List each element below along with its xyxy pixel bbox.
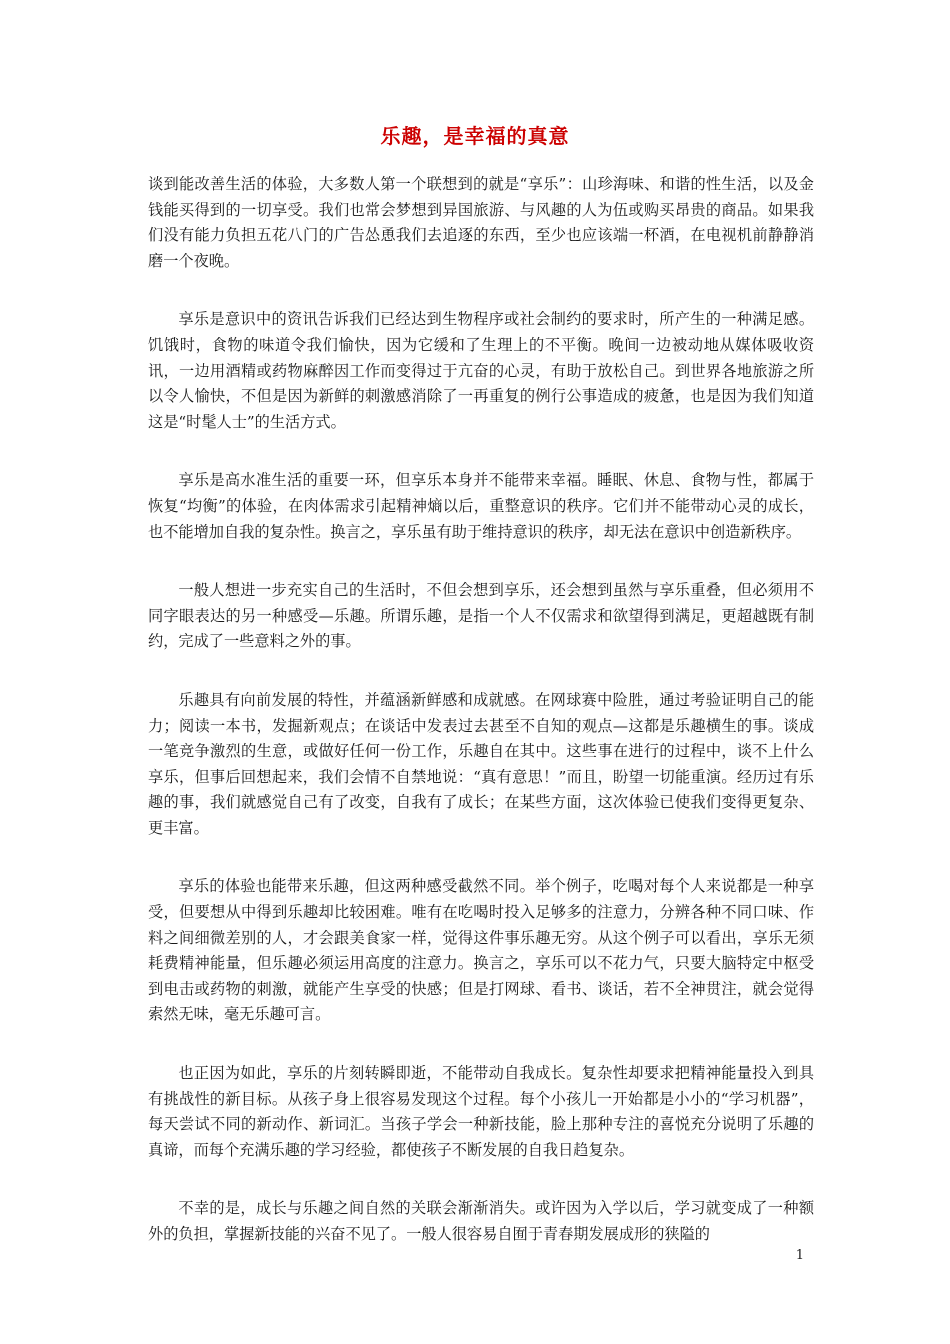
paragraph-2: 享乐是意识中的资讯告诉我们已经达到生物程序或社会制约的要求时，所产生的一种满足感。饥饿时，食物的味道令我们愉快，因为它缓和了生理上的不平衡。晚间一边被动地从媒体吸收资讯，一边用酒精或药物麻醉因工作而变得过于亢奋的心灵，有助于放松自己。到世界各地旅游之所以令人愉快，不但是因为新鲜的刺激感消除了一再重复的例行公事造成的疲惫，也是因为我们知道这是“时髦人士”的生活方式。 bbox=[148, 310, 814, 431]
page-number: 1 bbox=[795, 1248, 804, 1263]
paragraph-4: 一般人想进一步充实自己的生活时，不但会想到享乐，还会想到虽然与享乐重叠，但必须用不同字眼表达的另一种感受—乐趣。所谓乐趣，是指一个人不仅需求和欲望得到满足，更超越既有制约，完成了一些意料之外的事。 bbox=[148, 581, 814, 651]
paragraph-5: 乐趣具有向前发展的特性，并蕴涵新鲜感和成就感。在网球赛中险胜，通过考验证明自己的能力；阅读一本书，发掘新观点；在谈话中发表过去甚至不自知的观点—这都是乐趣横生的事。谈成一笔竞争激烈的生意，或做好任何一份工作，乐趣自在其中。这些事在进行的过程中，谈不上什么享乐，但事后回想起来，我们会情不自禁地说：“真有意思！”而且，盼望一切能重演。经历过有乐趣的事，我们就感觉自己有了改变，自我有了成长；在某些方面，这次体验已使我们变得更复杂、更丰富。 bbox=[148, 690, 814, 837]
document-title: 乐趣，是幸福的真意 bbox=[380, 124, 570, 148]
paragraph-8: 不幸的是，成长与乐趣之间自然的关联会渐渐消失。或许因为入学以后，学习就变成了一种额外的负担，掌握新技能的兴奋不见了。一般人很容易自囿于青春期发展成形的狭隘的 bbox=[148, 1199, 814, 1243]
paragraph-3: 享乐是高水准生活的重要一环，但享乐本身并不能带来幸福。睡眠、休息、食物与性，都属于恢复“均衡”的体验，在肉体需求引起精神熵以后，重整意识的秩序。它们并不能带动心灵的成长，也不能增加自我的复杂性。换言之，享乐虽有助于维持意识的秩序，却无法在意识中创造新秩序。 bbox=[148, 471, 814, 541]
paragraph-1: 谈到能改善生活的体验，大多数人第一个联想到的就是“享乐”：山珍海味、和谐的性生活，以及金钱能买得到的一切享受。我们也常会梦想到异国旅游、与风趣的人为伍或购买昂贵的商品。如果我们没有能力负担五花八门的广告怂恿我们去追逐的东西，至少也应该端一杯酒，在电视机前静静消磨一个夜晚。 bbox=[148, 175, 814, 270]
paragraph-7: 也正因为如此，享乐的片刻转瞬即逝，不能带动自我成长。复杂性却要求把精神能量投入到具有挑战性的新目标。从孩子身上很容易发现这个过程。每个小孩儿一开始都是小小的“学习机器”，每天尝试不同的新动作、新词汇。当孩子学会一种新技能，脸上那种专注的喜悦充分说明了乐趣的真谛，而每个充满乐趣的学习经验，都使孩子不断发展的自我日趋复杂。 bbox=[148, 1064, 814, 1159]
paragraph-6: 享乐的体验也能带来乐趣，但这两种感受截然不同。举个例子，吃喝对每个人来说都是一种享受，但要想从中得到乐趣却比较困难。唯有在吃喝时投入足够多的注意力，分辨各种不同口味、作料之间细微差别的人，才会跟美食家一样，觉得这件事乐趣无穷。从这个例子可以看出，享乐无须耗费精神能量，但乐趣必须运用高度的注意力。换言之，享乐可以不花力气，只要大脑特定中枢受到电击或药物的刺激，就能产生享受的快感；但是打网球、看书、谈话，若不全神贯注，就会觉得索然无味，毫无乐趣可言。 bbox=[148, 877, 814, 1024]
document-body bbox=[148, 172, 814, 1281]
